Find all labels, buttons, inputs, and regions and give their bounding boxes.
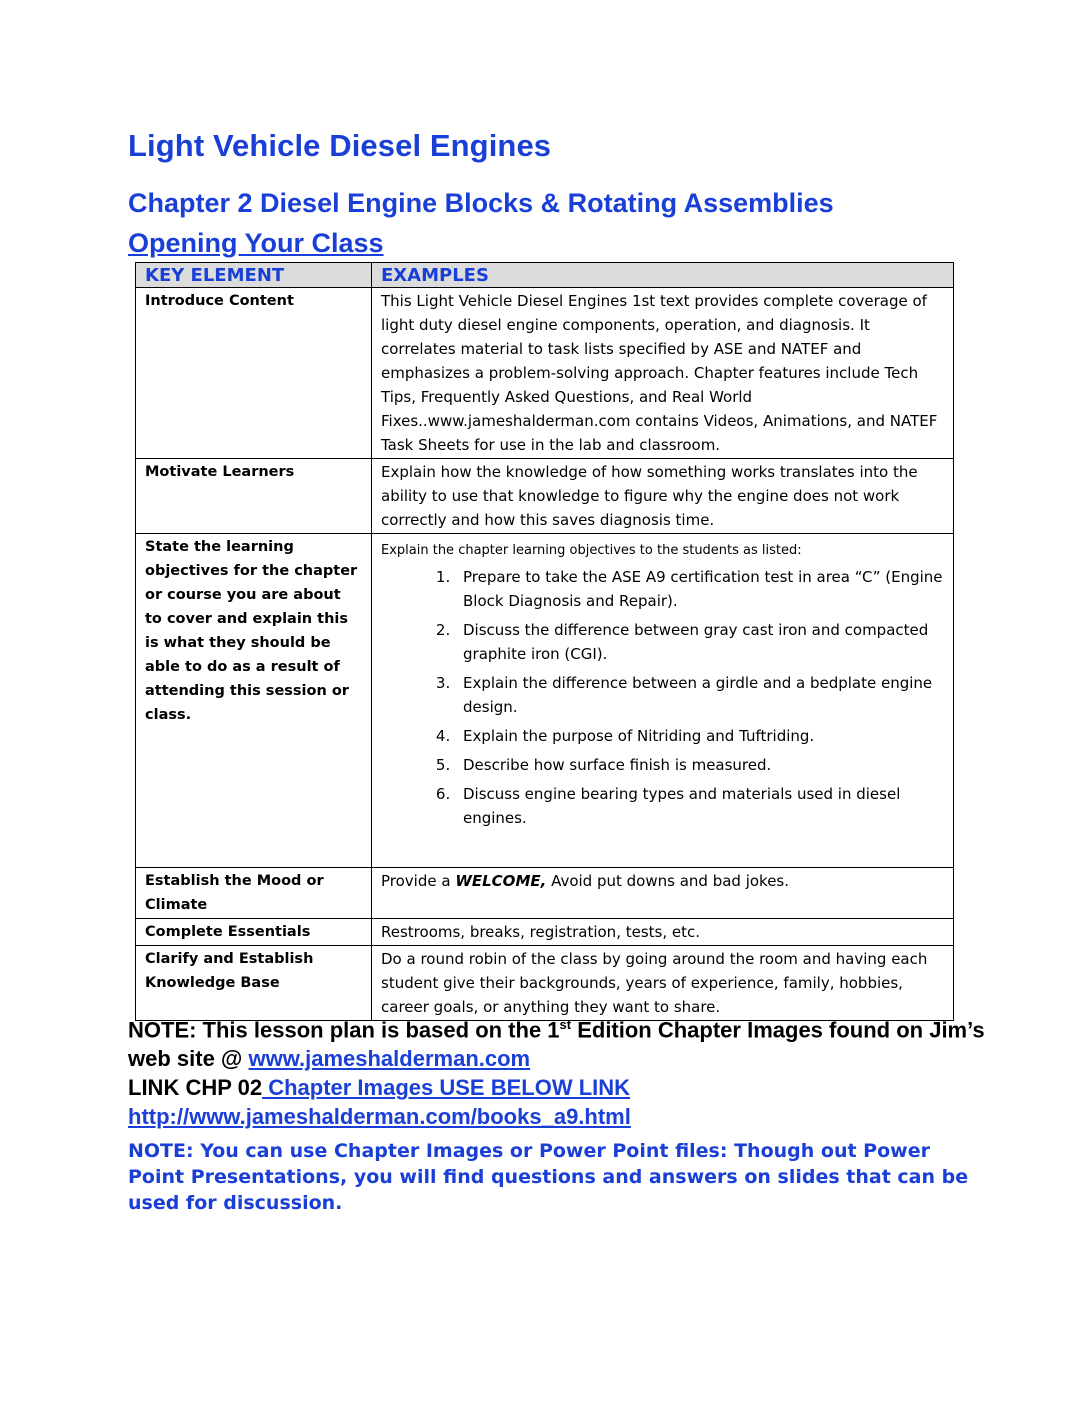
section-title: Opening Your Class bbox=[128, 228, 384, 258]
objectives-lead: Explain the chapter learning objectives to the students as listed: bbox=[381, 543, 802, 558]
table-header-row bbox=[136, 263, 954, 288]
welcome-pre: Provide a bbox=[381, 872, 456, 890]
list-item: 3. Explain the difference between a girdle and a bedplate engine design. bbox=[455, 671, 944, 719]
site-link[interactable]: www.jameshalderman.com bbox=[248, 1046, 531, 1072]
list-item: 5. Describe how surface finish is measured. bbox=[455, 753, 944, 777]
table-row bbox=[136, 868, 954, 919]
table-row bbox=[136, 534, 954, 868]
books-link[interactable]: http://www.jameshalderman.com/books_a9.html bbox=[128, 1104, 631, 1130]
table-row bbox=[136, 919, 954, 946]
list-item: 4. Explain the purpose of Nitriding and Tuftriding. bbox=[455, 724, 944, 748]
note-text-cont: Edition Chapter Images found on Jim’s web site @ bbox=[128, 1017, 985, 1072]
row-example bbox=[372, 534, 954, 868]
row-example bbox=[372, 868, 954, 919]
chapter-images-link[interactable]: Chapter Images USE BELOW LINK bbox=[262, 1075, 631, 1101]
note-block bbox=[128, 1010, 988, 1131]
row-example: Explain how the knowledge of how something works translates into the ability to use that knowledge to figure why the engine does not work correctly and how this saves diagnosis time. bbox=[372, 459, 954, 534]
lesson-plan-table bbox=[135, 262, 954, 1021]
row-key: State the learning objectives for the chapter or course you are about to cover and explain this is what they should be able to do as a result of attending this session or class. bbox=[136, 534, 372, 868]
power-point-note: NOTE: You can use Chapter Images or Power Point files: Though out Power Point Presentations, you will find questions and answers on slides that can be used for discussion. bbox=[128, 1140, 969, 1214]
objectives-list bbox=[381, 565, 944, 830]
column-header-key-element: KEY ELEMENT bbox=[136, 263, 372, 288]
link-line bbox=[128, 1073, 988, 1102]
row-key: Introduce Content bbox=[136, 288, 372, 459]
row-example: This Light Vehicle Diesel Engines 1st text provides complete coverage of light duty diesel engine components, operation, and diagnosis. It correlates material to task lists specified by ASE and NATEF and emphasizes a problem-solving approach. Chapter features include Tech Tips, Frequently Asked Questions, and Real World Fixes..www.jameshalderman.com contains Videos, Animations, and NATEF Task Sheets for use in the lab and classroom. bbox=[372, 288, 954, 459]
document-title: Light Vehicle Diesel Engines bbox=[128, 128, 552, 163]
note-text: NOTE: This lesson plan is based on the 1 bbox=[128, 1017, 560, 1043]
row-example: Restrooms, breaks, registration, tests, etc. bbox=[372, 919, 954, 946]
chapter-title: Chapter 2 Diesel Engine Blocks & Rotating Assemblies bbox=[128, 188, 834, 218]
column-header-examples: EXAMPLES bbox=[372, 263, 954, 288]
link-label: LINK CHP 02 bbox=[128, 1075, 263, 1101]
row-key: Establish the Mood or Climate bbox=[136, 868, 372, 919]
list-item: 6. Discuss engine bearing types and materials used in diesel engines. bbox=[455, 782, 944, 830]
list-item: 1. Prepare to take the ASE A9 certification test in area “C” (Engine Block Diagnosis and Repair). bbox=[455, 565, 944, 613]
note-superscript: st bbox=[559, 1017, 572, 1032]
table-row bbox=[136, 288, 954, 459]
table-row bbox=[136, 459, 954, 534]
row-key: Motivate Learners bbox=[136, 459, 372, 534]
row-key: Clarify and Establish Knowledge Base bbox=[136, 946, 372, 1021]
welcome-emphasis: WELCOME, bbox=[455, 872, 547, 890]
row-example: Do a round robin of the class by going around the room and having each student give their backgrounds, years of experience, family, hobbies, career goals, or anything they want to share. bbox=[372, 946, 954, 1021]
row-key: Complete Essentials bbox=[136, 919, 372, 946]
welcome-post: Avoid put downs and bad jokes. bbox=[546, 872, 790, 890]
list-item: 2. Discuss the difference between gray cast iron and compacted graphite iron (CGI). bbox=[455, 618, 944, 666]
